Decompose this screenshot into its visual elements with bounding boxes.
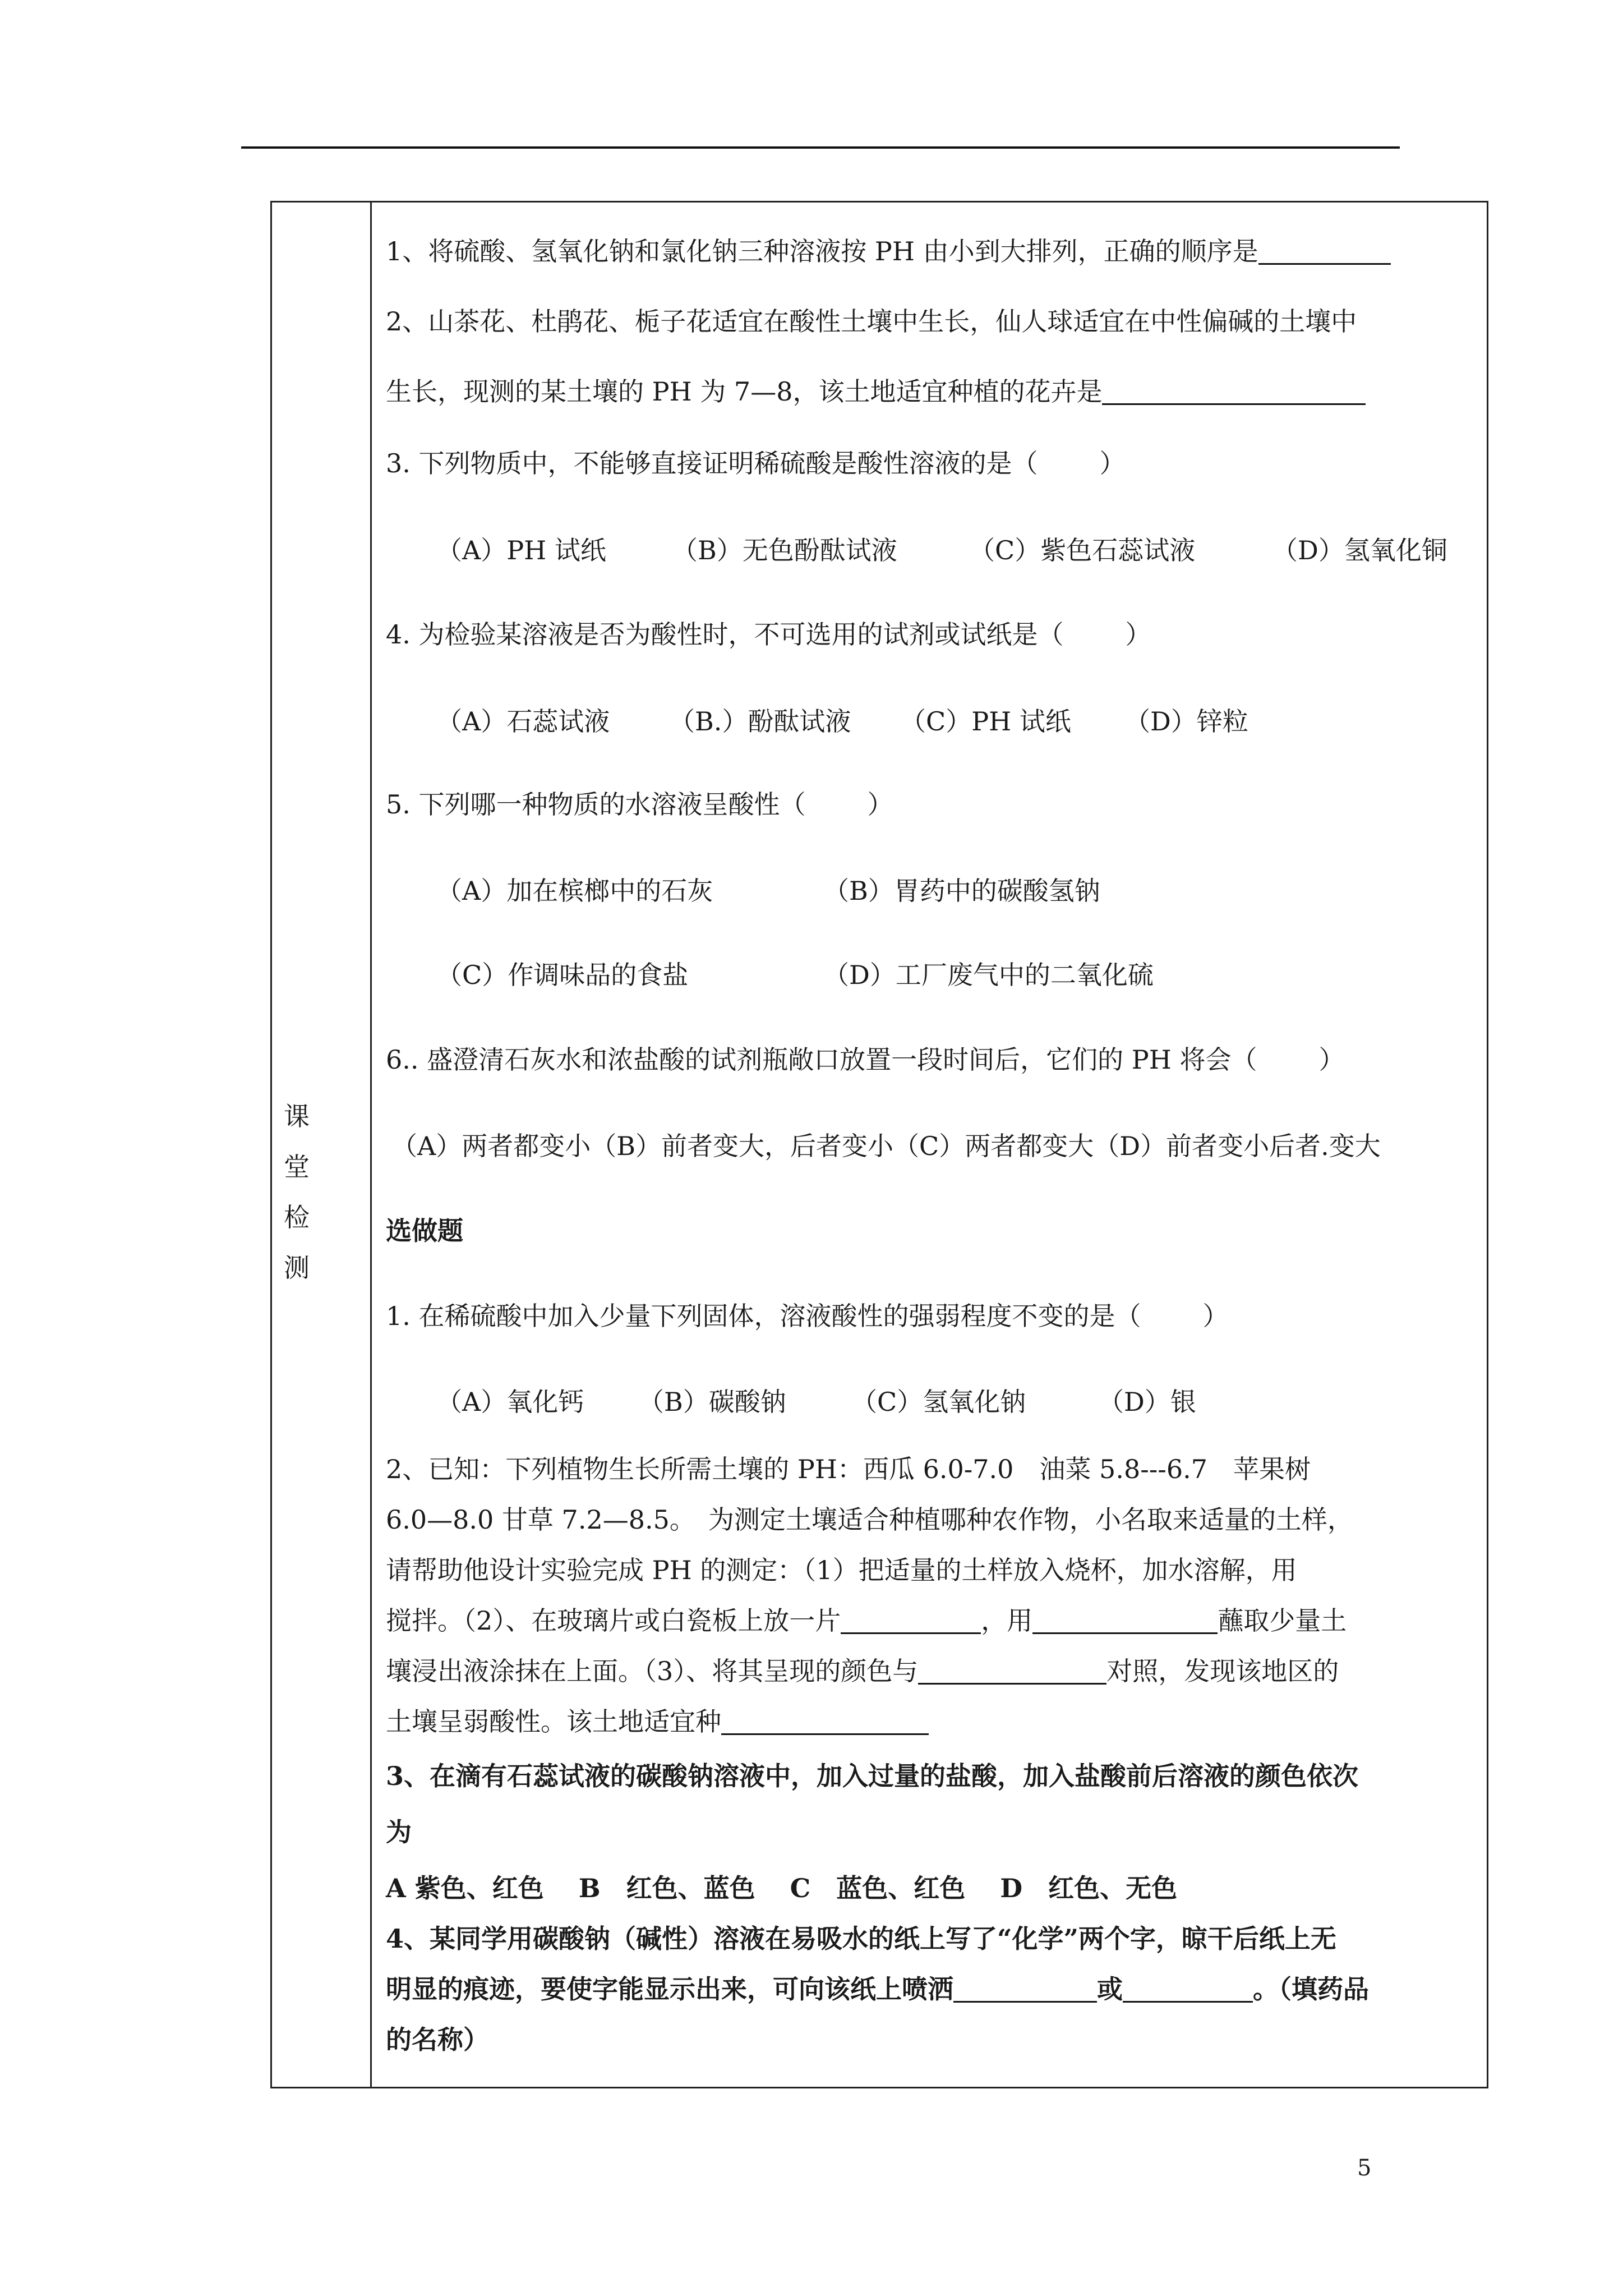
option[interactable]: （A）石蕊试液	[436, 706, 610, 737]
answer-blank[interactable]	[918, 1657, 1106, 1685]
option[interactable]: （C）紫色石蕊试液	[969, 535, 1196, 565]
question-5-stem: 5. 下列哪一种物质的水溶液呈酸性（ ）	[386, 789, 893, 820]
question-1: 1、将硫酸、氢氧化钠和氯化钠三种溶液按 PH 由小到大排列，正确的顺序是	[386, 231, 1391, 268]
optional-question-2-line-4: 搅拌。（2）、在玻璃片或白瓷板上放一片 ，用 蘸取少量土	[386, 1605, 1347, 1636]
optional-question-3-line-2: 为	[386, 1817, 412, 1847]
question-4-options	[436, 701, 1248, 738]
option[interactable]: （B）无色酚酞试液	[672, 535, 897, 565]
question-6-stem: 6.. 盛澄清石灰水和浓盐酸的试剂瓶敞口放置一段时间后，它们的 PH 将会（ ）	[386, 1045, 1345, 1075]
optional-question-1-stem: 1. 在稀硫酸中加入少量下列固体，溶液酸性的强弱程度不变的是（ ）	[386, 1301, 1229, 1331]
column-divider	[370, 201, 372, 2088]
question-5-options-b	[436, 955, 1154, 992]
question-2-line-2: 生长，现测的某土壤的 PH 为 7—8，该土地适宜种植的花卉是	[386, 371, 1366, 408]
question-3-stem: 3. 下列物质中，不能够直接证明稀硫酸是酸性溶液的是（ ）	[386, 448, 1126, 478]
answer-blank[interactable]	[953, 1975, 1097, 2003]
option[interactable]: （D）氢氧化铜	[1272, 535, 1447, 565]
option[interactable]: （B）胃药中的碳酸氢钠	[823, 876, 1100, 906]
option[interactable]: （A）氧化钙	[436, 1387, 584, 1417]
option[interactable]: （D）工厂废气中的二氧化硫	[823, 960, 1154, 990]
option[interactable]: （B）碳酸钠	[638, 1387, 786, 1417]
optional-question-3-line-1: 3、在滴有石蕊试液的碳酸钠溶液中，加入过量的盐酸，加入盐酸前后溶液的颜色依次	[386, 1761, 1359, 1791]
question-4-stem: 4. 为检验某溶液是否为酸性时，不可选用的试剂或试纸是（ ）	[386, 619, 1151, 650]
option[interactable]: （D）银	[1098, 1387, 1196, 1417]
side-label: 课 堂 检测	[284, 1101, 325, 1283]
question-2-line-1: 2、山茶花、杜鹃花、栀子花适宜在酸性土壤中生长，仙人球适宜在中性偏碱的土壤中	[386, 306, 1357, 337]
header-rule	[241, 146, 1400, 149]
answer-blank[interactable]	[841, 1607, 981, 1634]
optional-question-4-line-1: 4、某同学用碳酸钠（碱性）溶液在易吸水的纸上写了“化学”两个字，晾干后纸上无	[386, 1924, 1336, 1954]
optional-question-2-line-2: 6.0—8.0 甘草 7.2—8.5。 为测定土壤适合种植哪种农作物，小名取来适量的土样，	[386, 1504, 1353, 1535]
option[interactable]: （A）PH 试纸	[436, 535, 606, 565]
optional-question-1-options	[436, 1382, 1196, 1419]
option[interactable]: （D）锌粒	[1124, 706, 1248, 737]
answer-blank[interactable]	[1102, 378, 1366, 405]
optional-question-2-line-5: 壤浸出液涂抹在上面。（3）、将其呈现的颜色与 对照，发现该地区的	[386, 1656, 1339, 1686]
option[interactable]: （B.）酚酞试液	[669, 706, 851, 737]
optional-question-4-line-2: 明显的痕迹，要使字能显示出来，可向该纸上喷洒 或 。（填药品	[386, 1974, 1369, 2004]
answer-blank[interactable]	[1032, 1607, 1218, 1634]
option[interactable]: （A）加在槟榔中的石灰	[436, 876, 713, 906]
question-5-options-a	[436, 871, 1100, 908]
option[interactable]: （C）作调味品的食盐	[436, 960, 689, 990]
question-3-options	[436, 530, 1447, 567]
optional-question-4-line-3: 的名称）	[386, 2024, 489, 2055]
optional-section-title: 选做题	[386, 1216, 463, 1246]
answer-blank[interactable]	[721, 1708, 929, 1735]
page-number: 5	[1357, 2155, 1372, 2181]
optional-question-2-line-3: 请帮助他设计实验完成 PH 的测定：（1）把适量的土样放入烧杯，加水溶解，用	[386, 1555, 1297, 1585]
question-6-options: （A）两者都变小（B）前者变大，后者变小（C）两者都变大（D）前者变小后者.变大	[391, 1131, 1381, 1161]
answer-blank[interactable]	[1258, 237, 1391, 265]
optional-question-2-line-6: 土壤呈弱酸性。该土地适宜种	[386, 1701, 929, 1738]
option[interactable]: （C）PH 试纸	[900, 706, 1071, 737]
optional-question-2-line-1: 2、已知：下列植物生长所需土壤的 PH：西瓜 6.0-7.0 油菜 5.8---6.7 苹果树	[386, 1454, 1311, 1484]
answer-blank[interactable]	[1123, 1975, 1253, 2003]
option[interactable]: （C）氢氧化钠	[851, 1387, 1026, 1417]
optional-question-3-options: A 紫色、红色 B 红色、蓝色 C 蓝色、红色 D 红色、无色	[386, 1873, 1178, 1903]
